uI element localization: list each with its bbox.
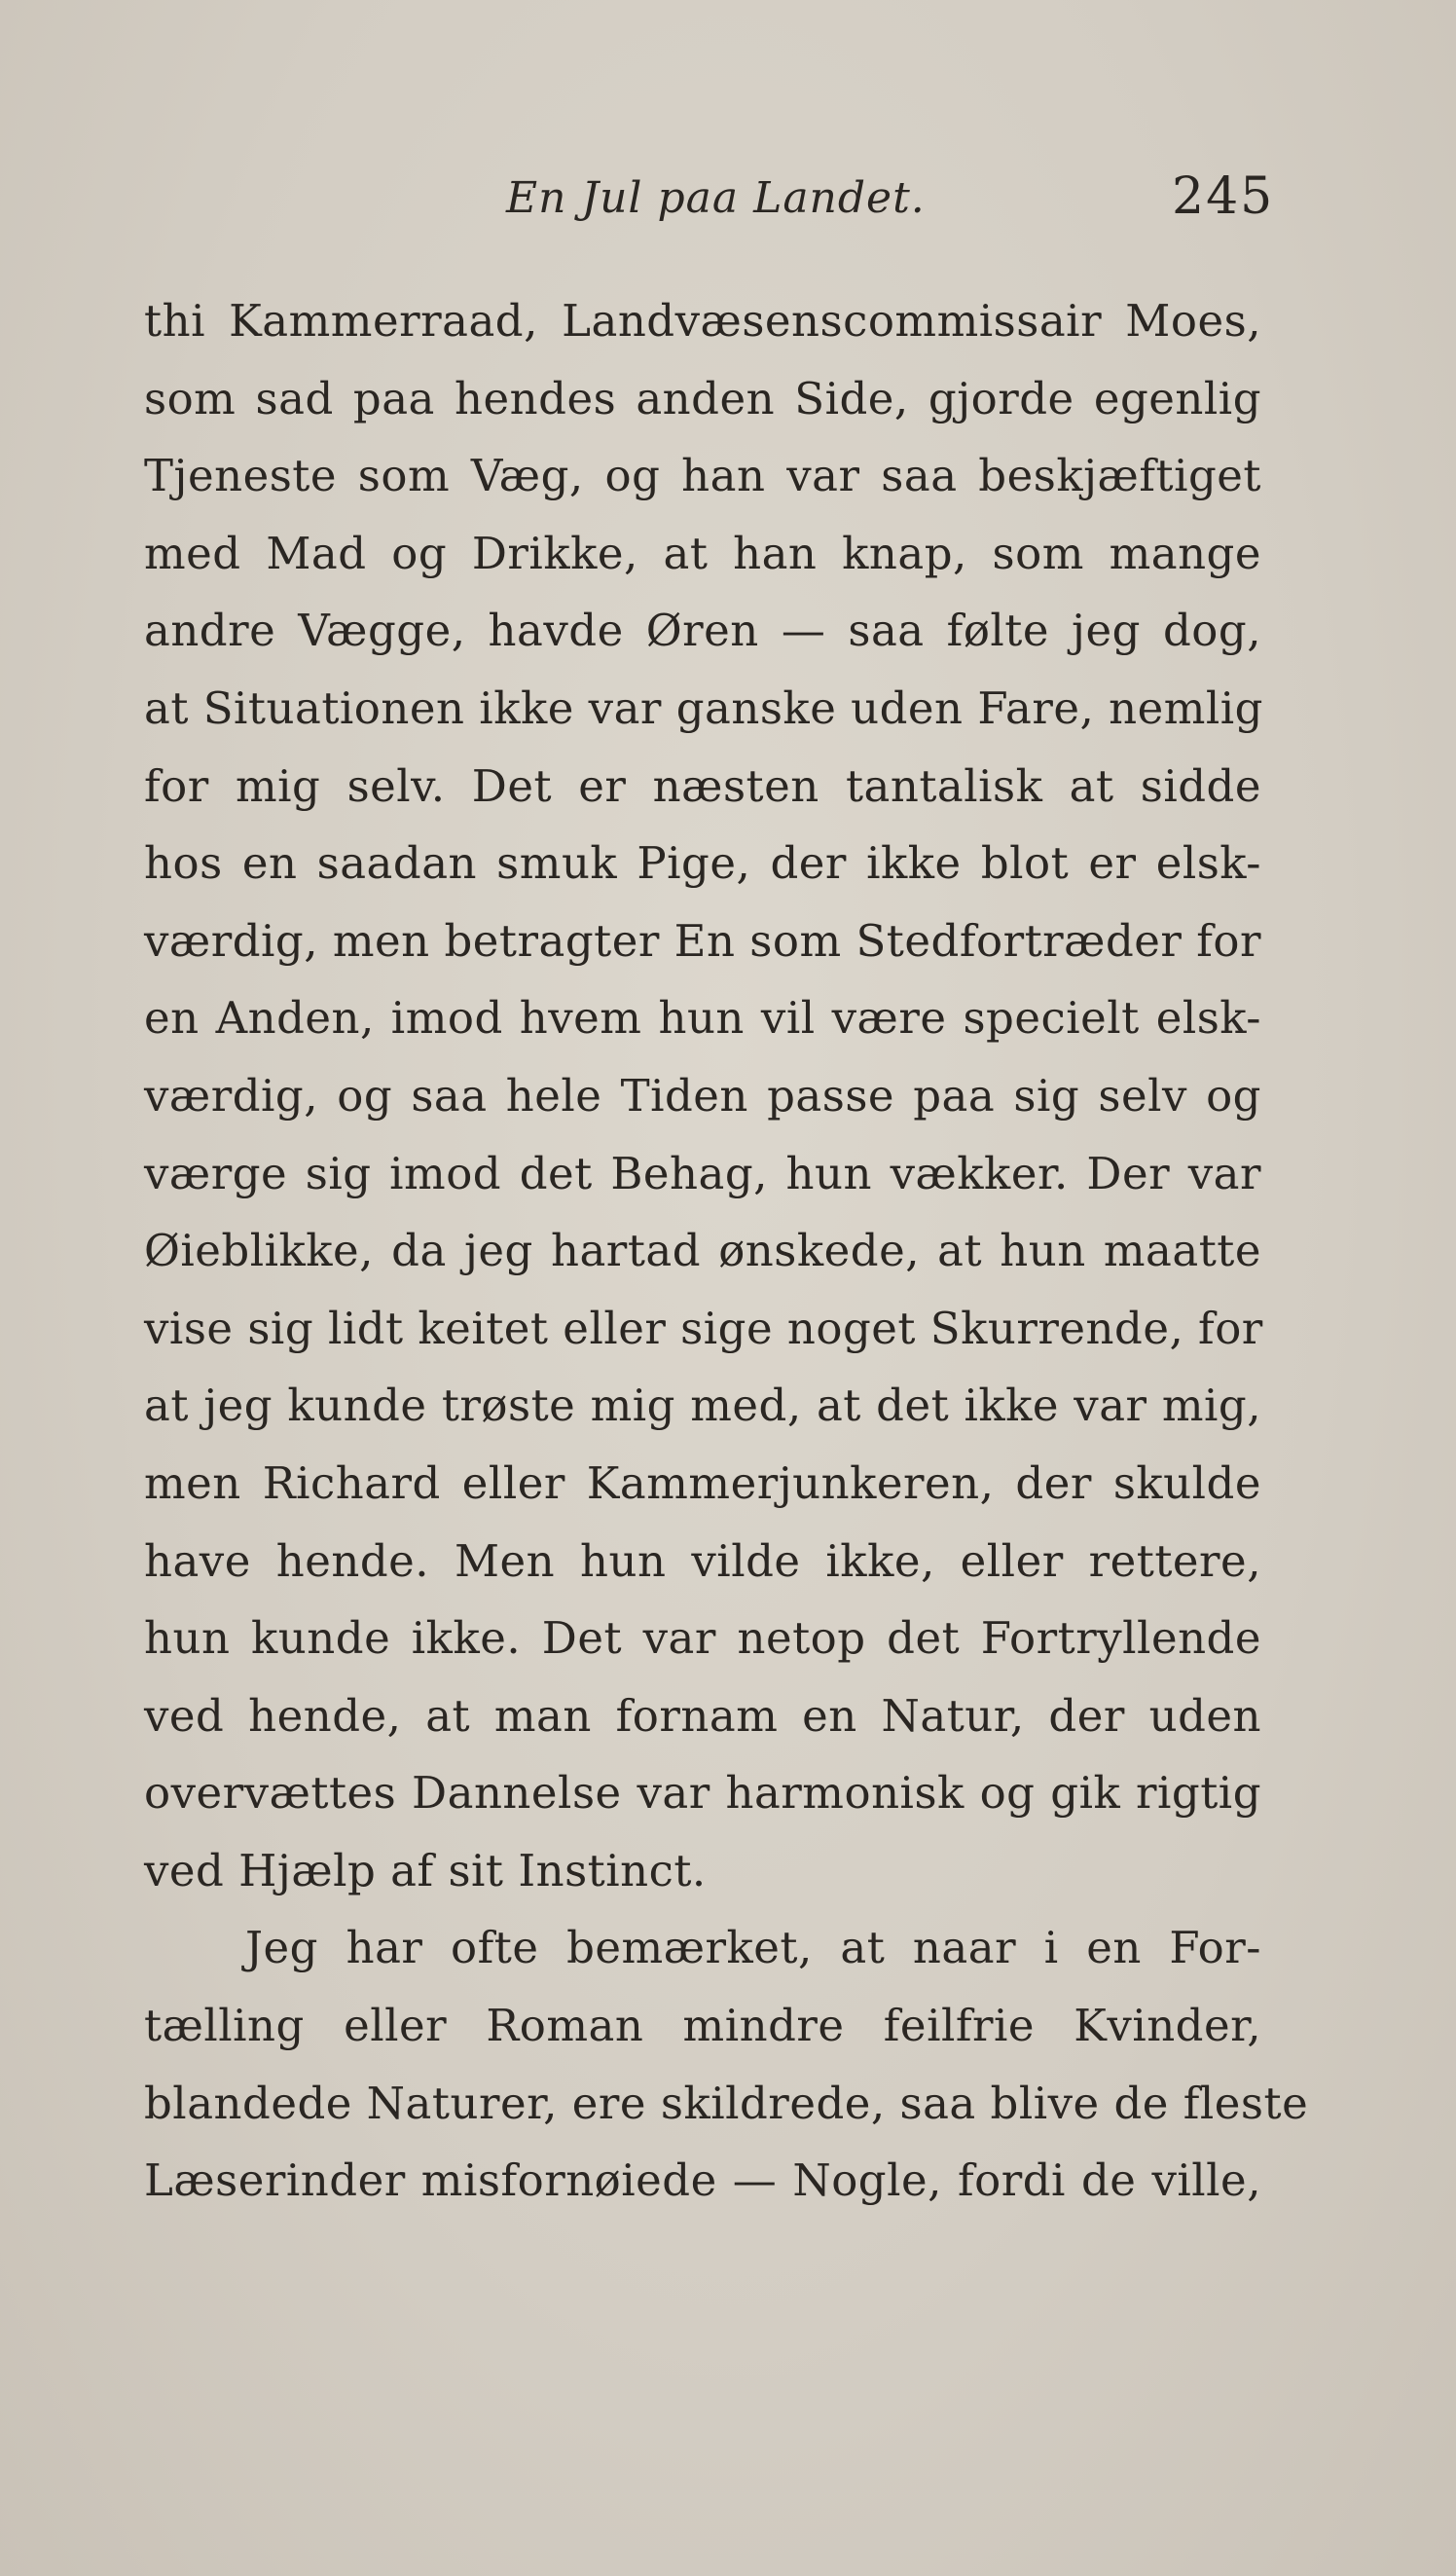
text-line: værdig, men betragter En som Stedfortræder for <box>144 914 1261 967</box>
text-line: at jeg kunde trøste mig med, at det ikke var mig, <box>144 1380 1261 1432</box>
text-line: overvættes Dannelse var harmonisk og gik rigtig <box>144 1767 1261 1820</box>
text-line: Læserinder misfornøiede — Nogle, fordi de ville, <box>144 2154 1261 2207</box>
text-line: for mig selv. Det er næsten tantalisk at sidde <box>144 759 1261 812</box>
text-line: at Situationen ikke var ganske uden Fare, nemlig <box>144 681 1263 734</box>
text-line: en Anden, imod hvem hun vil være specielt elsk- <box>144 992 1261 1045</box>
text-line: andre Vægge, havde Øren — saa følte jeg dog, <box>144 605 1261 657</box>
text-line: værdig, og saa hele Tiden passe paa sig selv og <box>144 1069 1261 1122</box>
running-title: En Jul paa Landet. <box>506 173 926 223</box>
text-line: værge sig imod det Behag, hun vækker. Der var <box>144 1147 1261 1199</box>
text-line: hos en saadan smuk Pige, der ikke blot er elsk- <box>144 837 1261 890</box>
body-text <box>144 282 1309 2220</box>
text-line: thi Kammerraad, Landvæsenscommissair Moes, <box>144 295 1261 347</box>
text-line: vise sig lidt keitet eller sige noget Skurrende, for <box>144 1302 1263 1354</box>
paragraph-end-line: ved Hjælp af sit Instinct. <box>144 1844 707 1896</box>
text-line: blandede Naturer, ere skildrede, saa blive de fleste <box>144 2077 1309 2129</box>
text-line: have hende. Men hun vilde ikke, eller rettere, <box>144 1534 1261 1587</box>
text-line: ved hende, at man fornam en Natur, der uden <box>144 1689 1261 1742</box>
text-line: som sad paa hendes anden Side, gjorde egenlig <box>144 372 1261 424</box>
page-header <box>0 167 1456 241</box>
text-line: men Richard eller Kammerjunkeren, der skulde <box>144 1456 1261 1509</box>
text-line: hun kunde ikke. Det var netop det Fortryllende <box>144 1612 1261 1665</box>
paragraph-start-line: Jeg har ofte bemærket, at naar i en For- <box>245 1922 1261 1974</box>
page-number: 245 <box>1172 167 1275 226</box>
text-line: tælling eller Roman mindre feilfrie Kvinder, <box>144 2000 1261 2052</box>
text-line: Tjeneste som Væg, og han var saa beskjæftiget <box>144 450 1261 502</box>
text-line: med Mad og Drikke, at han knap, som mange <box>144 527 1261 579</box>
text-line: Øieblikke, da jeg hartad ønskede, at hun maatte <box>144 1225 1261 1277</box>
